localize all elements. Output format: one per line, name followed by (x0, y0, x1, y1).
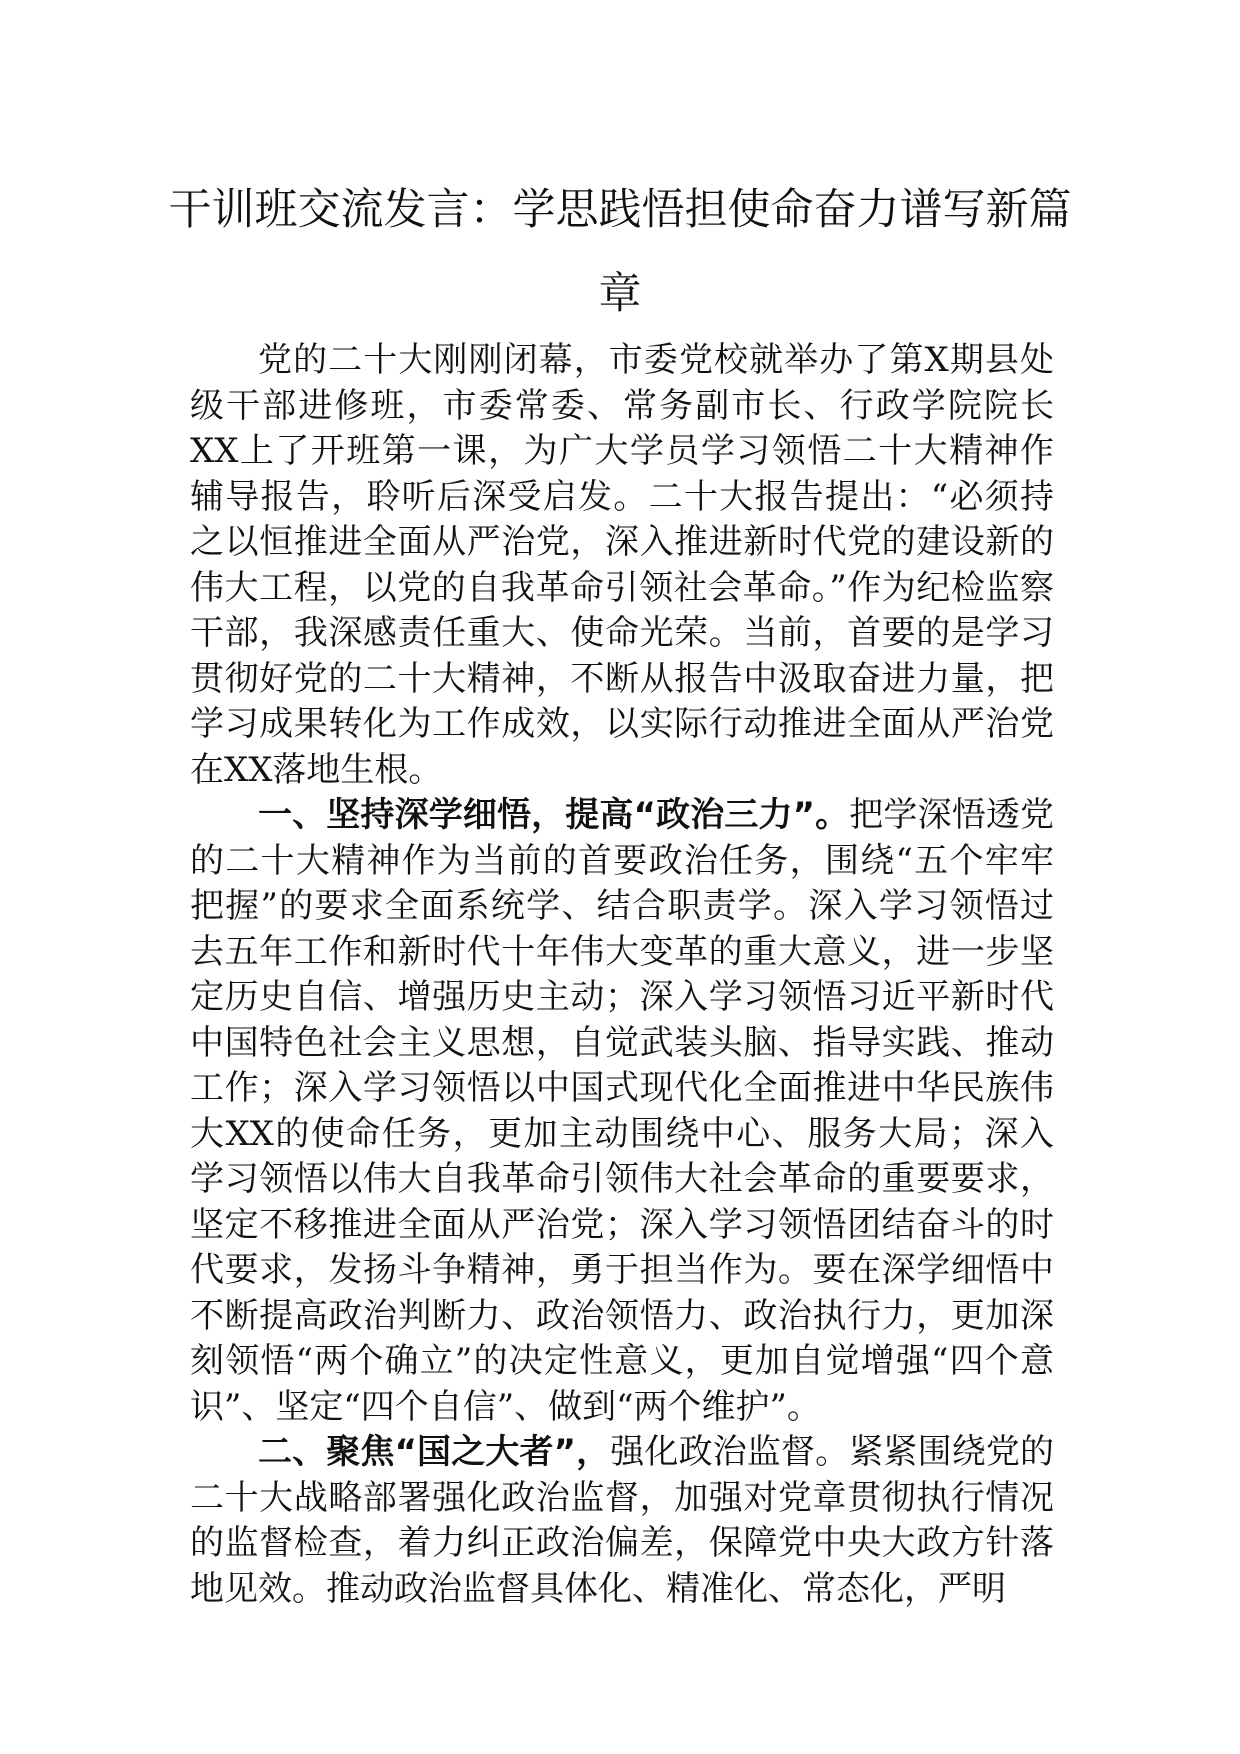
document-title: 干训班交流发言：学思践悟担使命奋力谱写新篇章 (168, 185, 1072, 319)
paragraph-section-one (190, 793, 1054, 1430)
paragraph-intro-text: 党的二十大刚刚闭幕，市委党校就举办了第X期县处级干部进修班，市委常委、常务副市长、行政学院院长XX上了开班第一课，为广大学员学习领悟二十大精神作辅导报告，聆听后深受启发。二十大报告提出：“必须持之以恒推进全面从严治党，深入推进新时代党的建设新的伟大工程，以党的自我革命引领社会革命。”作为纪检监察干部，我深感责任重大、使命光荣。当前，首要的是学习贯彻好党的二十大精神，不断从报告中汲取奋进力量，把学习成果转化为工作成效，以实际行动推进全面从严治党在XX落地生根。 (190, 340, 1054, 790)
section-two-heading: 二、聚焦“国之大者”， (258, 1432, 611, 1472)
section-two-text: 强化政治监督。紧紧围绕党的二十大战略部署强化政治监督，加强对党章贯彻执行情况的监督检查，着力纠正政治偏差，保障党中央大政方针落地见效。推动政治监督具体化、精准化、常态化，严明 (190, 1432, 1055, 1609)
paragraph-intro (190, 338, 1054, 793)
document-body (190, 338, 1054, 1612)
section-one-text: 把学深悟透党的二十大精神作为当前的首要政治任务，围绕“五个牢牢把握”的要求全面系统学、结合职责学。深入学习领悟过去五年工作和新时代十年伟大变革的重大意义，进一步坚定历史自信、增强历史主动；深入学习领悟习近平新时代中国特色社会主义思想，自觉武装头脑、指导实践、推动工作；深入学习领悟以中国式现代化全面推进中华民族伟大XX的使命任务，更加主动围绕中心、服务大局；深入学习领悟以伟大自我革命引领伟大社会革命的重要要求，坚定不移推进全面从严治党；深入学习领悟团结奋斗的时代要求，发扬斗争精神，勇于担当作为。要在深学细悟中不断提高政治判断力、政治领悟力、政治执行力，更加深刻领悟“两个确立”的决定性意义，更加自觉增强“四个意识”、坚定“四个自信”、做到“两个维护”。 (190, 795, 1054, 1427)
section-one-heading: 一、坚持深学细悟，提高“政治三力”。 (258, 795, 850, 835)
paragraph-section-two (190, 1430, 1054, 1612)
